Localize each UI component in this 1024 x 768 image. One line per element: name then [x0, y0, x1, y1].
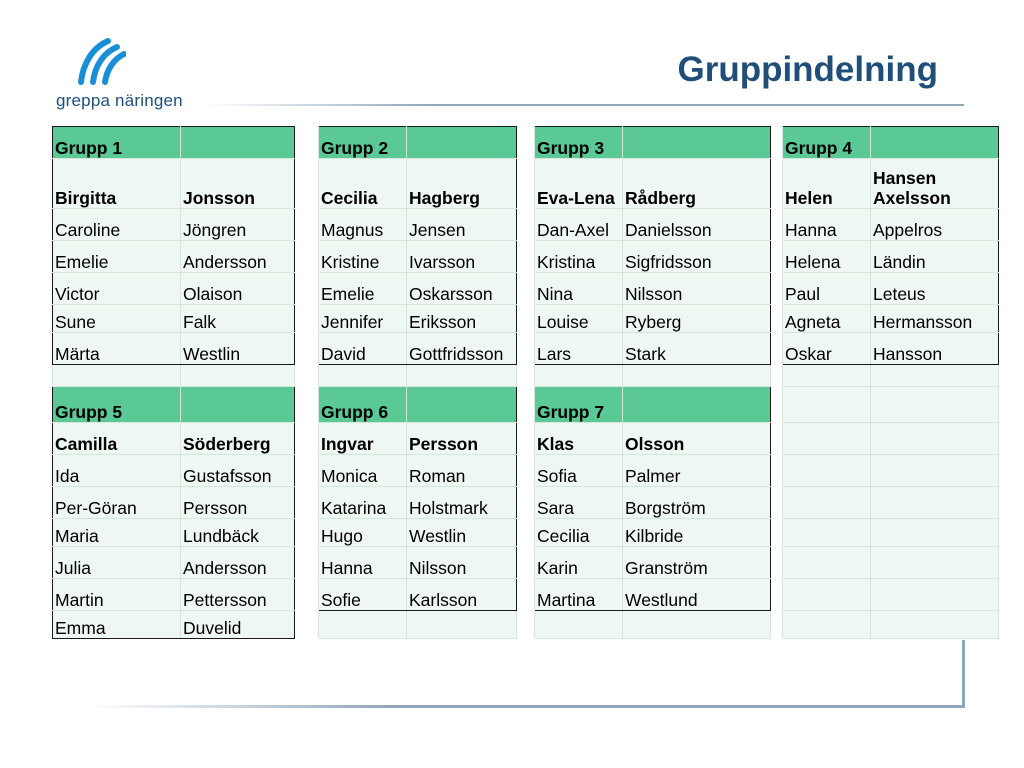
- member-last-name: Jensen: [407, 209, 517, 241]
- member-first-name: Hanna: [783, 209, 871, 241]
- group-name: Grupp 5: [53, 387, 181, 423]
- table-row: [53, 387, 999, 423]
- member-first-name: Oskar: [783, 333, 871, 365]
- member-first-name: Emelie: [53, 241, 181, 273]
- member-first-name: Märta: [53, 333, 181, 365]
- column-gap: [771, 611, 783, 639]
- column-gap: [517, 519, 535, 547]
- empty-cell: [783, 611, 871, 639]
- empty-cell: [407, 611, 517, 639]
- member-last-name: Eriksson: [407, 305, 517, 333]
- column-gap: [295, 387, 319, 423]
- empty-cell: [535, 611, 623, 639]
- empty-cell: [181, 365, 295, 387]
- group-header-blank: [871, 127, 999, 159]
- member-last-name: Falk: [181, 305, 295, 333]
- member-last-name: Olaison: [181, 273, 295, 305]
- member-first-name: Sofie: [319, 579, 407, 611]
- table-row: [53, 209, 999, 241]
- column-gap: [771, 127, 783, 159]
- table-row: [53, 333, 999, 365]
- group-name: Grupp 4: [783, 127, 871, 159]
- logo-swoosh-icon: [78, 38, 126, 86]
- member-last-name: Danielsson: [623, 209, 771, 241]
- member-last-name: Granström: [623, 547, 771, 579]
- member-first-name: Sofia: [535, 455, 623, 487]
- group-header-blank: [407, 127, 517, 159]
- column-gap: [295, 305, 319, 333]
- column-gap: [771, 209, 783, 241]
- empty-cell: [871, 455, 999, 487]
- member-first-name: Kristina: [535, 241, 623, 273]
- empty-cell: [783, 365, 871, 387]
- column-gap: [517, 423, 535, 455]
- empty-cell: [871, 547, 999, 579]
- greppa-naringen-logo: [56, 38, 206, 112]
- empty-cell: [783, 519, 871, 547]
- member-last-name: Borgström: [623, 487, 771, 519]
- column-gap: [295, 273, 319, 305]
- member-first-name: Ida: [53, 455, 181, 487]
- logo-text: greppa näringen: [56, 91, 183, 110]
- empty-cell: [783, 579, 871, 611]
- empty-cell: [783, 423, 871, 455]
- top-divider: [206, 104, 964, 106]
- member-last-name: Jonsson: [181, 159, 295, 209]
- member-last-name: Ländin: [871, 241, 999, 273]
- bottom-divider: [90, 705, 965, 708]
- member-last-name: Lundbäck: [181, 519, 295, 547]
- column-gap: [295, 127, 319, 159]
- member-last-name: Ryberg: [623, 305, 771, 333]
- member-first-name: Agneta: [783, 305, 871, 333]
- column-gap: [295, 333, 319, 365]
- member-first-name: David: [319, 333, 407, 365]
- column-gap: [517, 127, 535, 159]
- member-last-name: Rådberg: [623, 159, 771, 209]
- member-first-name: Sune: [53, 305, 181, 333]
- table-row: [53, 241, 999, 273]
- member-first-name: Magnus: [319, 209, 407, 241]
- member-last-name: Hagberg: [407, 159, 517, 209]
- table-row: [53, 273, 999, 305]
- member-last-name: Gottfridsson: [407, 333, 517, 365]
- member-first-name: Julia: [53, 547, 181, 579]
- column-gap: [295, 487, 319, 519]
- member-last-name: Sigfridsson: [623, 241, 771, 273]
- member-first-name: Katarina: [319, 487, 407, 519]
- empty-cell: [871, 423, 999, 455]
- column-gap: [771, 519, 783, 547]
- empty-cell: [871, 487, 999, 519]
- spacer-row: [53, 365, 999, 387]
- member-last-name: Jöngren: [181, 209, 295, 241]
- member-last-name: Andersson: [181, 241, 295, 273]
- member-first-name: Birgitta: [53, 159, 181, 209]
- empty-cell: [407, 365, 517, 387]
- member-first-name: Hanna: [319, 547, 407, 579]
- group-header-blank: [181, 387, 295, 423]
- member-first-name: Karin: [535, 547, 623, 579]
- member-last-name: Westlin: [181, 333, 295, 365]
- member-first-name: Dan-Axel: [535, 209, 623, 241]
- member-last-name: Pettersson: [181, 579, 295, 611]
- member-first-name: Helena: [783, 241, 871, 273]
- group-header-blank: [407, 387, 517, 423]
- member-last-name: Appelros: [871, 209, 999, 241]
- column-gap: [517, 241, 535, 273]
- empty-cell: [871, 579, 999, 611]
- group-header-blank: [623, 127, 771, 159]
- member-last-name: Roman: [407, 455, 517, 487]
- empty-cell: [783, 387, 871, 423]
- column-gap: [771, 423, 783, 455]
- column-gap: [517, 611, 535, 639]
- column-gap: [517, 579, 535, 611]
- member-last-name: Hansen Axelsson: [871, 159, 999, 209]
- column-gap: [295, 365, 319, 387]
- member-first-name: Per-Göran: [53, 487, 181, 519]
- member-last-name: Westlin: [407, 519, 517, 547]
- column-gap: [771, 333, 783, 365]
- member-first-name: Cecilia: [535, 519, 623, 547]
- column-gap: [517, 365, 535, 387]
- member-first-name: Victor: [53, 273, 181, 305]
- empty-cell: [623, 365, 771, 387]
- member-last-name: Olsson: [623, 423, 771, 455]
- group-header-blank: [181, 127, 295, 159]
- member-first-name: Martin: [53, 579, 181, 611]
- member-last-name: Leteus: [871, 273, 999, 305]
- empty-cell: [783, 547, 871, 579]
- empty-cell: [319, 365, 407, 387]
- column-gap: [517, 159, 535, 209]
- group-name: Grupp 2: [319, 127, 407, 159]
- table-row: [53, 159, 999, 209]
- right-divider: [962, 640, 965, 708]
- group-name: Grupp 1: [53, 127, 181, 159]
- group-name: Grupp 7: [535, 387, 623, 423]
- column-gap: [295, 423, 319, 455]
- group-name: Grupp 3: [535, 127, 623, 159]
- member-first-name: Ingvar: [319, 423, 407, 455]
- member-first-name: Sara: [535, 487, 623, 519]
- member-first-name: Caroline: [53, 209, 181, 241]
- table-row: [53, 305, 999, 333]
- member-last-name: Palmer: [623, 455, 771, 487]
- member-first-name: Emelie: [319, 273, 407, 305]
- column-gap: [295, 209, 319, 241]
- column-gap: [771, 455, 783, 487]
- column-gap: [771, 579, 783, 611]
- member-first-name: Paul: [783, 273, 871, 305]
- member-last-name: Stark: [623, 333, 771, 365]
- table-row: [53, 611, 999, 639]
- member-first-name: Nina: [535, 273, 623, 305]
- column-gap: [295, 241, 319, 273]
- column-gap: [295, 547, 319, 579]
- column-gap: [517, 209, 535, 241]
- member-last-name: Hermansson: [871, 305, 999, 333]
- member-last-name: Nilsson: [407, 547, 517, 579]
- column-gap: [295, 159, 319, 209]
- member-first-name: Maria: [53, 519, 181, 547]
- column-gap: [295, 455, 319, 487]
- column-gap: [771, 159, 783, 209]
- empty-cell: [871, 611, 999, 639]
- member-last-name: Hansson: [871, 333, 999, 365]
- table-row: [53, 519, 999, 547]
- member-last-name: Oskarsson: [407, 273, 517, 305]
- column-gap: [771, 305, 783, 333]
- member-first-name: Jennifer: [319, 305, 407, 333]
- column-gap: [517, 333, 535, 365]
- column-gap: [295, 611, 319, 639]
- table-row: [53, 547, 999, 579]
- member-last-name: Andersson: [181, 547, 295, 579]
- member-last-name: Persson: [407, 423, 517, 455]
- column-gap: [295, 519, 319, 547]
- empty-cell: [871, 387, 999, 423]
- table-row: [53, 487, 999, 519]
- member-first-name: Lars: [535, 333, 623, 365]
- member-last-name: Persson: [181, 487, 295, 519]
- empty-cell: [319, 611, 407, 639]
- member-first-name: Louise: [535, 305, 623, 333]
- column-gap: [517, 487, 535, 519]
- column-gap: [517, 273, 535, 305]
- empty-cell: [783, 487, 871, 519]
- column-gap: [517, 455, 535, 487]
- member-first-name: Cecilia: [319, 159, 407, 209]
- member-first-name: Hugo: [319, 519, 407, 547]
- member-first-name: Martina: [535, 579, 623, 611]
- empty-cell: [53, 365, 181, 387]
- column-gap: [517, 547, 535, 579]
- column-gap: [517, 305, 535, 333]
- member-first-name: Klas: [535, 423, 623, 455]
- empty-cell: [871, 519, 999, 547]
- member-first-name: Monica: [319, 455, 407, 487]
- member-last-name: Söderberg: [181, 423, 295, 455]
- member-last-name: Westlund: [623, 579, 771, 611]
- group-table: [52, 126, 999, 639]
- column-gap: [771, 273, 783, 305]
- group-name: Grupp 6: [319, 387, 407, 423]
- column-gap: [771, 241, 783, 273]
- empty-cell: [535, 365, 623, 387]
- member-last-name: Kilbride: [623, 519, 771, 547]
- table-row: [53, 579, 999, 611]
- member-first-name: Camilla: [53, 423, 181, 455]
- member-last-name: Gustafsson: [181, 455, 295, 487]
- empty-cell: [783, 455, 871, 487]
- column-gap: [517, 387, 535, 423]
- member-last-name: Karlsson: [407, 579, 517, 611]
- column-gap: [771, 365, 783, 387]
- table-row: [53, 455, 999, 487]
- column-gap: [295, 579, 319, 611]
- member-first-name: Helen: [783, 159, 871, 209]
- page-title: Gruppindelning: [677, 50, 938, 89]
- member-first-name: Kristine: [319, 241, 407, 273]
- member-last-name: Nilsson: [623, 273, 771, 305]
- member-first-name: Emma: [53, 611, 181, 639]
- table-row: [53, 127, 999, 159]
- member-last-name: Holstmark: [407, 487, 517, 519]
- empty-cell: [871, 365, 999, 387]
- member-first-name: Eva-Lena: [535, 159, 623, 209]
- member-last-name: Duvelid: [181, 611, 295, 639]
- table-row: [53, 423, 999, 455]
- member-last-name: Ivarsson: [407, 241, 517, 273]
- group-header-blank: [623, 387, 771, 423]
- column-gap: [771, 487, 783, 519]
- empty-cell: [623, 611, 771, 639]
- column-gap: [771, 387, 783, 423]
- column-gap: [771, 547, 783, 579]
